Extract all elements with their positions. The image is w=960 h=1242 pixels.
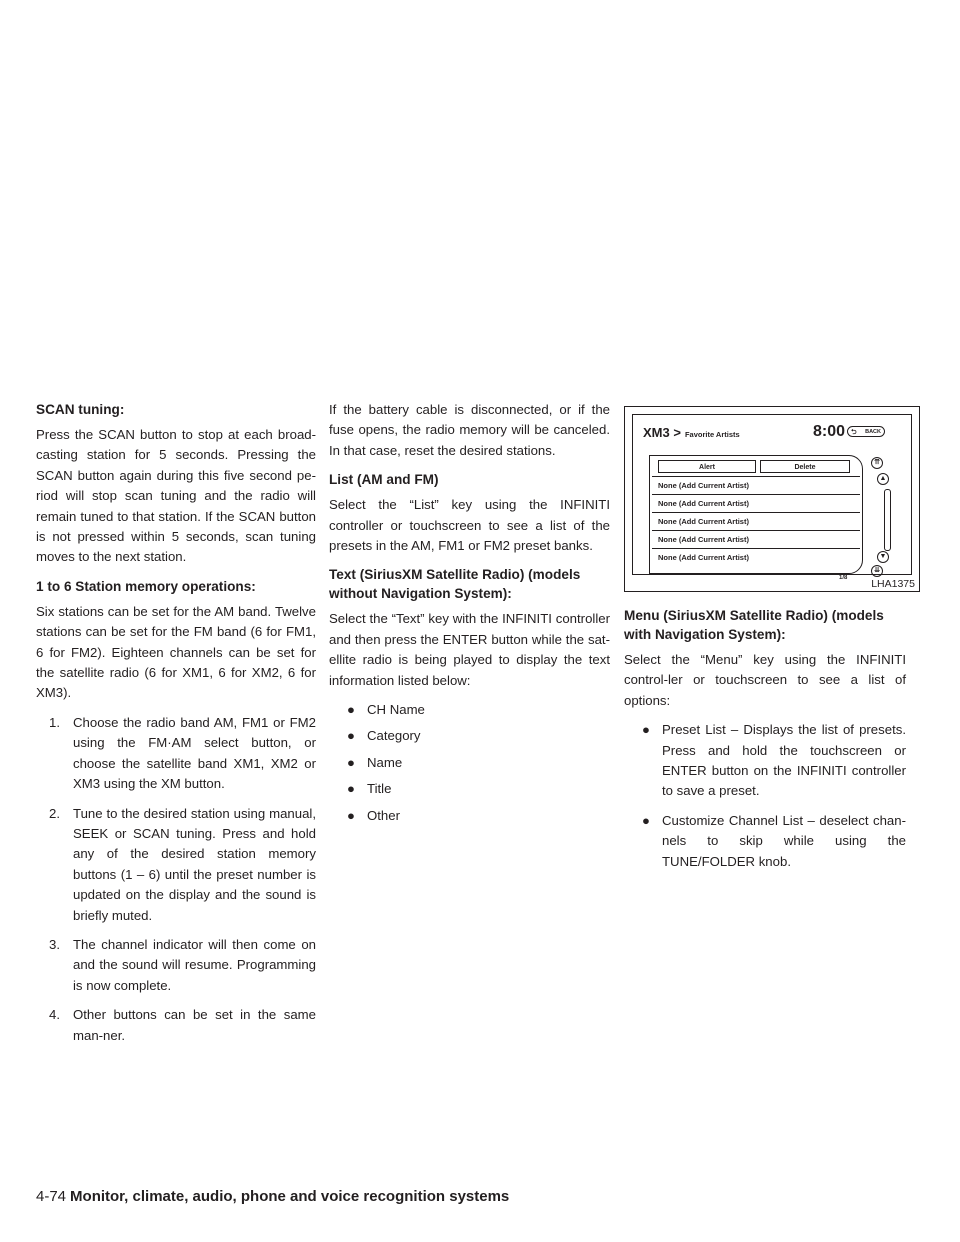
action-buttons [658, 460, 854, 474]
list-item: ● Customize Channel List – deselect chan-nels to skip while using the TUNE/FOLDER knob. [642, 812, 906, 869]
menu-text: Select the “Menu” key using the INFINITI control-ler or touchscreen to see a list of options: [624, 652, 906, 708]
list-item: ● Other [347, 807, 400, 823]
battery-text: If the battery cable is disconnected, or if the fuse opens, the radio memory will be canceled. In that case, reset the desired stations. [329, 402, 610, 458]
list-item: ● Category [347, 728, 421, 744]
alert-button: Alert [658, 460, 756, 473]
memory-heading: 1 to 6 Station memory operations: [36, 578, 256, 594]
list-row: None (Add Current Artist) [652, 512, 860, 529]
display-screen [632, 414, 912, 581]
list-row: None (Add Current Artist) [652, 530, 860, 547]
list-item: ● Preset List – Displays the list of presets. Press and hold the touchscreen or ENTER button on the INFINITI controller to save a preset. [642, 722, 906, 799]
screen-title: Favorite Artists [684, 430, 740, 439]
list-heading: List (AM and FM) [329, 472, 439, 488]
column-1 [36, 400, 316, 1055]
section-title: Monitor, climate, audio, phone and voice recognition systems [70, 1188, 510, 1205]
text-info-list [329, 700, 610, 826]
page-number: 4-74 [36, 1188, 67, 1205]
artist-list-panel [649, 455, 863, 574]
page-footer [36, 1188, 509, 1205]
list-text: Select the “List” key using the INFINITI controller or touchscreen to see a list of the presets in the AM, FM1 or FM2 preset banks. [329, 497, 610, 554]
scrollbar-icon [884, 489, 891, 551]
text-text: Select the “Text” key with the INFINITI controller and then press the ENTER button while the sat-ellite radio is being played to display the text information listed below: [329, 611, 610, 688]
step-item: 1. Choose the radio band AM, FM1 or FM2 using the FM·AM select button, or choose the satellite band XM1, XM2 or XM3 using the XM button. [49, 714, 316, 792]
scroll-top-icon: ⇈ [871, 457, 883, 469]
list-item: ● CH Name [347, 702, 425, 718]
menu-heading: Menu (SiriusXM Satellite Radio) (models with Navigation System): [624, 608, 884, 642]
screen-illustration [624, 406, 920, 592]
scan-heading: SCAN tuning: [36, 402, 125, 417]
back-arrow-icon: ⮌ [851, 429, 857, 436]
step-item: 2. Tune to the desired station using manual, SEEK or SCAN tuning. Press and hold any of the desired station memory buttons (1 – 6) until the preset number is updated on the display and the sound is briefly muted. [49, 805, 316, 923]
scroll-up-icon: ▲ [877, 473, 889, 485]
back-button: ⮌ BACK [847, 426, 885, 437]
memory-steps [36, 713, 316, 1046]
clock: 8:00 [813, 423, 846, 440]
column-3 [624, 606, 906, 881]
scroll-bottom-icon: ⇊ [871, 565, 883, 577]
figure-label: LHA1375 [871, 578, 915, 590]
screen-header [643, 425, 740, 440]
delete-button: Delete [760, 460, 850, 473]
text-heading: Text (SiriusXM Satellite Radio) (models without Navigation System): [329, 567, 581, 602]
scroll-down-icon: ▼ [877, 551, 889, 563]
list-row: None (Add Current Artist) [652, 476, 860, 493]
memory-text: Six stations can be set for the AM band. Twelve stations can be set for the FM band (6 for FM1, 6 for FM2). Eighteen channels can be set for the satellite radio (6 for XM1, 6 for XM2, 6 for XM3). [36, 603, 316, 701]
column-2 [329, 400, 610, 832]
list-item: ● Title [347, 781, 392, 797]
menu-options-list [624, 720, 906, 872]
scan-text: Press the SCAN button to stop at each broad-casting station for 5 seconds. Pressing the SCAN button again during this five second pe-riod will stop scan tuning and the radio will remain tuned to that station. If the SCAN button is not pressed within 5 seconds, scan tuning moves to the next station. [36, 427, 316, 565]
step-item: 4. Other buttons can be set in the same man-ner. [49, 1007, 316, 1043]
list-row: None (Add Current Artist) [652, 548, 860, 565]
band-label: XM3 > [643, 425, 681, 440]
list-row: None (Add Current Artist) [652, 494, 860, 511]
list-item: ● Name [347, 754, 403, 770]
page-indicator: 1/8 [839, 575, 848, 581]
step-item: 3. The channel indicator will then come on and the sound will resume. Programming is now complete. [49, 936, 316, 993]
